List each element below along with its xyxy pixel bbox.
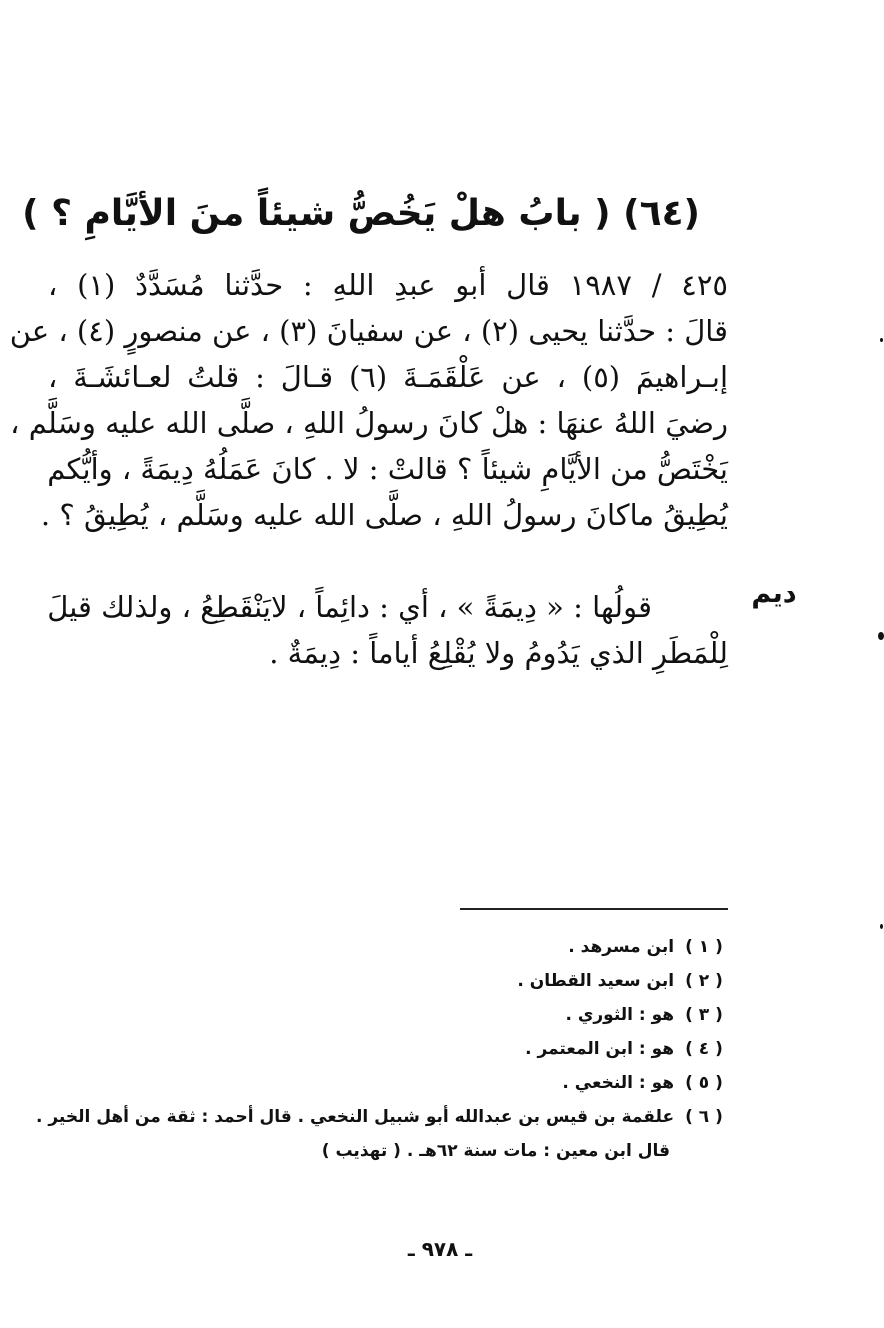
footnote-text: هو : ابن المعتمر . xyxy=(525,1039,675,1059)
hadith-line: رضيَ اللهُ عنهَا : هلْ كانَ رسولُ اللهِ ، صلَّى الله عليه وسَلَّم ، xyxy=(10,406,728,440)
footnote-divider xyxy=(460,908,728,910)
footnote-number: ( ٢ ) xyxy=(685,971,723,991)
footnote xyxy=(60,964,728,998)
footnote xyxy=(60,1066,728,1100)
page-number: ـ ٩٧٨ ـ xyxy=(407,1237,473,1261)
hadith-line: يُطِيقُ ماكانَ رسولُ اللهِ ، صلَّى الله عليه وسَلَّم ، يُطِيقُ ؟ . xyxy=(40,498,728,532)
footnote xyxy=(60,998,728,1032)
footnote-text: ابن مسرهد . xyxy=(568,937,675,957)
footnote xyxy=(60,930,728,964)
explanation-line: قولُها : « دِيمَةً » ، أي : دائِماً ، لايَنْقَطِعُ ، ولذلك قيلَ xyxy=(47,590,652,624)
margin-root-word: ديم xyxy=(751,578,797,609)
footnote-continuation: قال ابن معين : مات سنة ٦٢هـ . ( تهذيب ) xyxy=(321,1141,670,1161)
hadith-text xyxy=(9,262,729,538)
footnote-text: هو : الثوري . xyxy=(565,1005,675,1025)
footnote-text: هو : النخعي . xyxy=(562,1073,675,1093)
footnote-number: ( ١ ) xyxy=(685,937,723,957)
scan-speck xyxy=(880,338,883,342)
footnote-text: علقمة بن قيس بن عبدالله أبو شبيل النخعي . قال أحمد : ثقة من أهل الخير . xyxy=(35,1107,675,1127)
hadith-line: قالَ : حدَّثنا يحيى (٢) ، عن سفيانَ (٣) ، عن منصورٍ (٤) ، عن xyxy=(9,314,728,348)
hadith-line: يَخْتَصُّ من الأيَّامِ شيئاً ؟ قالتْ : لا . كانَ عَمَلُهُ دِيمَةً ، وأيُّكم xyxy=(47,452,728,486)
footnote xyxy=(60,1032,728,1066)
explanation-line: لِلْمَطَرِ الذي يَدُومُ ولا يُقْلِعُ أياماً : دِيمَةٌ . xyxy=(269,636,728,670)
hadith-line: ٤٢٥ / ١٩٨٧ قال أبو عبدِ اللهِ : حدَّثنا مُسَدَّدٌ (١) ، xyxy=(48,268,728,302)
scan-speck xyxy=(880,924,883,929)
footnote-number: ( ٦ ) xyxy=(685,1107,723,1127)
footnote-number: ( ٤ ) xyxy=(685,1039,723,1059)
scan-speck xyxy=(878,632,884,640)
footnotes xyxy=(35,930,728,1168)
explanation-text xyxy=(48,584,728,676)
footnote xyxy=(35,1100,728,1168)
chapter-title: (٦٤) ( بابُ هلْ يَخُصُّ شيئاً منَ الأيَّامِ ؟ ) xyxy=(22,193,700,234)
footnote-number: ( ٣ ) xyxy=(685,1005,723,1025)
footnote-number: ( ٥ ) xyxy=(685,1073,723,1093)
footnote-text: ابن سعيد القطان . xyxy=(517,971,675,991)
hadith-line: إبـراهيمَ (٥) ، عن عَلْقَمَـةَ (٦) قـالَ : قلتُ لعـائشَـةَ ، xyxy=(48,360,729,394)
